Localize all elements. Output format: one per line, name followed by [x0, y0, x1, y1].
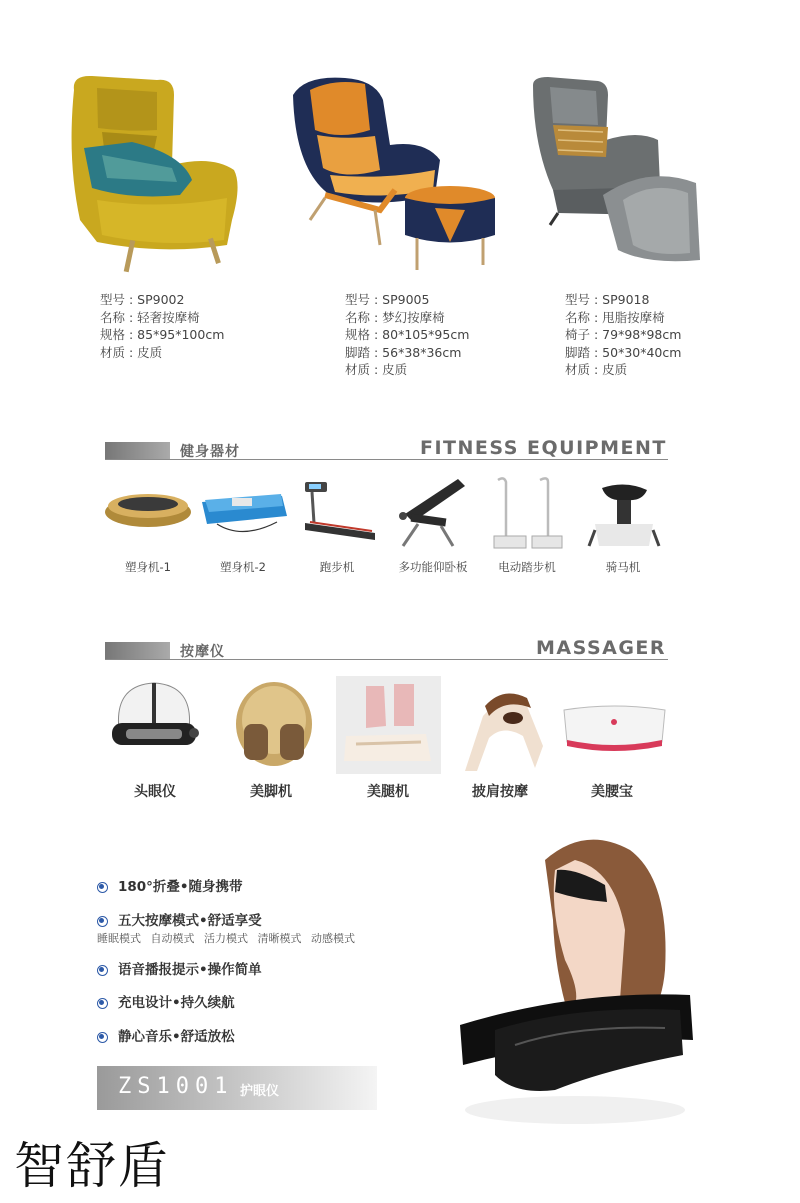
- feature-text: 静心音乐•舒适放松: [118, 1029, 235, 1045]
- fitness-title-en: FITNESS EQUIPMENT: [420, 437, 667, 459]
- chair-sp9005-spec: [345, 291, 469, 379]
- feature-item: [97, 909, 262, 929]
- bullet-icon: [97, 916, 108, 927]
- feature-item: [97, 1025, 235, 1045]
- body-shaper-2-image: [197, 482, 292, 540]
- head-eye-massager-image: [104, 675, 204, 775]
- spec-line: 材质 : 皮质: [100, 344, 163, 360]
- spec-line: 材质 : 皮质: [345, 362, 408, 377]
- fitness-title-cn: 健身器材: [180, 444, 240, 460]
- fitness-item-label: 跑步机: [319, 560, 355, 574]
- fitness-item-label: 电动踏步机: [498, 560, 556, 574]
- spec-line: 型号 : SP9018: [565, 292, 650, 307]
- chair-sp9002-spec: [100, 291, 224, 361]
- spec-line: 椅子 : 79*98*98cm: [565, 327, 682, 342]
- spec-line: 名称 : 轻奢按摩椅: [100, 309, 200, 325]
- chair-sp9002-image: [62, 70, 247, 280]
- multi-function-bench-image: [393, 474, 473, 552]
- massager-item-label: 美脚机: [250, 784, 292, 800]
- chair-sp9018-image: [528, 75, 708, 270]
- spec-line: 型号 : SP9002: [100, 292, 185, 307]
- massager-item-label: 美腰宝: [591, 784, 633, 800]
- spec-line: 脚踏 : 50*30*40cm: [565, 344, 682, 360]
- eye-massager-model-image: [455, 830, 700, 1130]
- fitness-item-label: 多功能仰卧板: [398, 560, 468, 574]
- fitness-item-label: 塑身机-2: [220, 560, 266, 574]
- massager-title-cn: 按摩仪: [180, 644, 225, 660]
- bullet-icon: [97, 965, 108, 976]
- fitness-item-label: 塑身机-1: [125, 560, 171, 574]
- spec-line: 名称 : 甩脂按摩椅: [565, 309, 665, 325]
- massager-item-label: 美腿机: [367, 784, 409, 800]
- feature-text: 充电设计•持久续航: [118, 995, 235, 1011]
- massager-item-label: 头眼仪: [134, 784, 176, 800]
- massage-modes: 睡眠模式 自动模式 活力模式 清晰模式 动感模式: [97, 932, 355, 945]
- leg-massager-image: [336, 676, 441, 774]
- feature-item: [97, 991, 235, 1011]
- massager-item-label: 披肩按摩: [472, 784, 528, 800]
- spec-line: 型号 : SP9005: [345, 292, 430, 307]
- feature-text: 五大按摩模式•舒适享受: [118, 913, 262, 929]
- spec-line: 规格 : 85*95*100cm: [100, 327, 225, 342]
- spec-line: 脚踏 : 56*38*36cm: [345, 344, 462, 360]
- waist-massager-image: [562, 700, 667, 752]
- shoulder-massager-image: [455, 676, 550, 774]
- feature-item: [97, 958, 262, 978]
- spec-line: 规格 : 80*105*95cm: [345, 327, 470, 342]
- brand-name: 智舒盾: [14, 1137, 170, 1195]
- spec-line: 名称 : 梦幻按摩椅: [345, 309, 445, 325]
- chair-sp9018-spec: [565, 291, 681, 379]
- product-model-code: ZS1001: [118, 1074, 234, 1099]
- foot-massager-image: [230, 676, 318, 776]
- spec-line: 材质 : 皮质: [565, 362, 628, 377]
- electric-stepper-image: [492, 474, 564, 554]
- riding-machine-image: [587, 478, 662, 553]
- fitness-header-bar: [105, 442, 170, 460]
- body-shaper-1-image: [103, 484, 193, 534]
- fitness-item-label: 骑马机: [605, 560, 641, 574]
- feature-item: [97, 875, 243, 895]
- bullet-icon: [97, 1032, 108, 1043]
- massager-header-bar: [105, 642, 170, 660]
- product-model-name: 护眼仪: [240, 1084, 280, 1099]
- treadmill-image: [300, 478, 380, 546]
- massager-title-en: MASSAGER: [536, 637, 667, 659]
- bullet-icon: [97, 998, 108, 1009]
- bullet-icon: [97, 882, 108, 893]
- feature-text: 语音播报提示•操作简单: [118, 962, 262, 978]
- chair-sp9005-image: [285, 70, 500, 280]
- feature-text: 180°折叠•随身携带: [118, 879, 243, 895]
